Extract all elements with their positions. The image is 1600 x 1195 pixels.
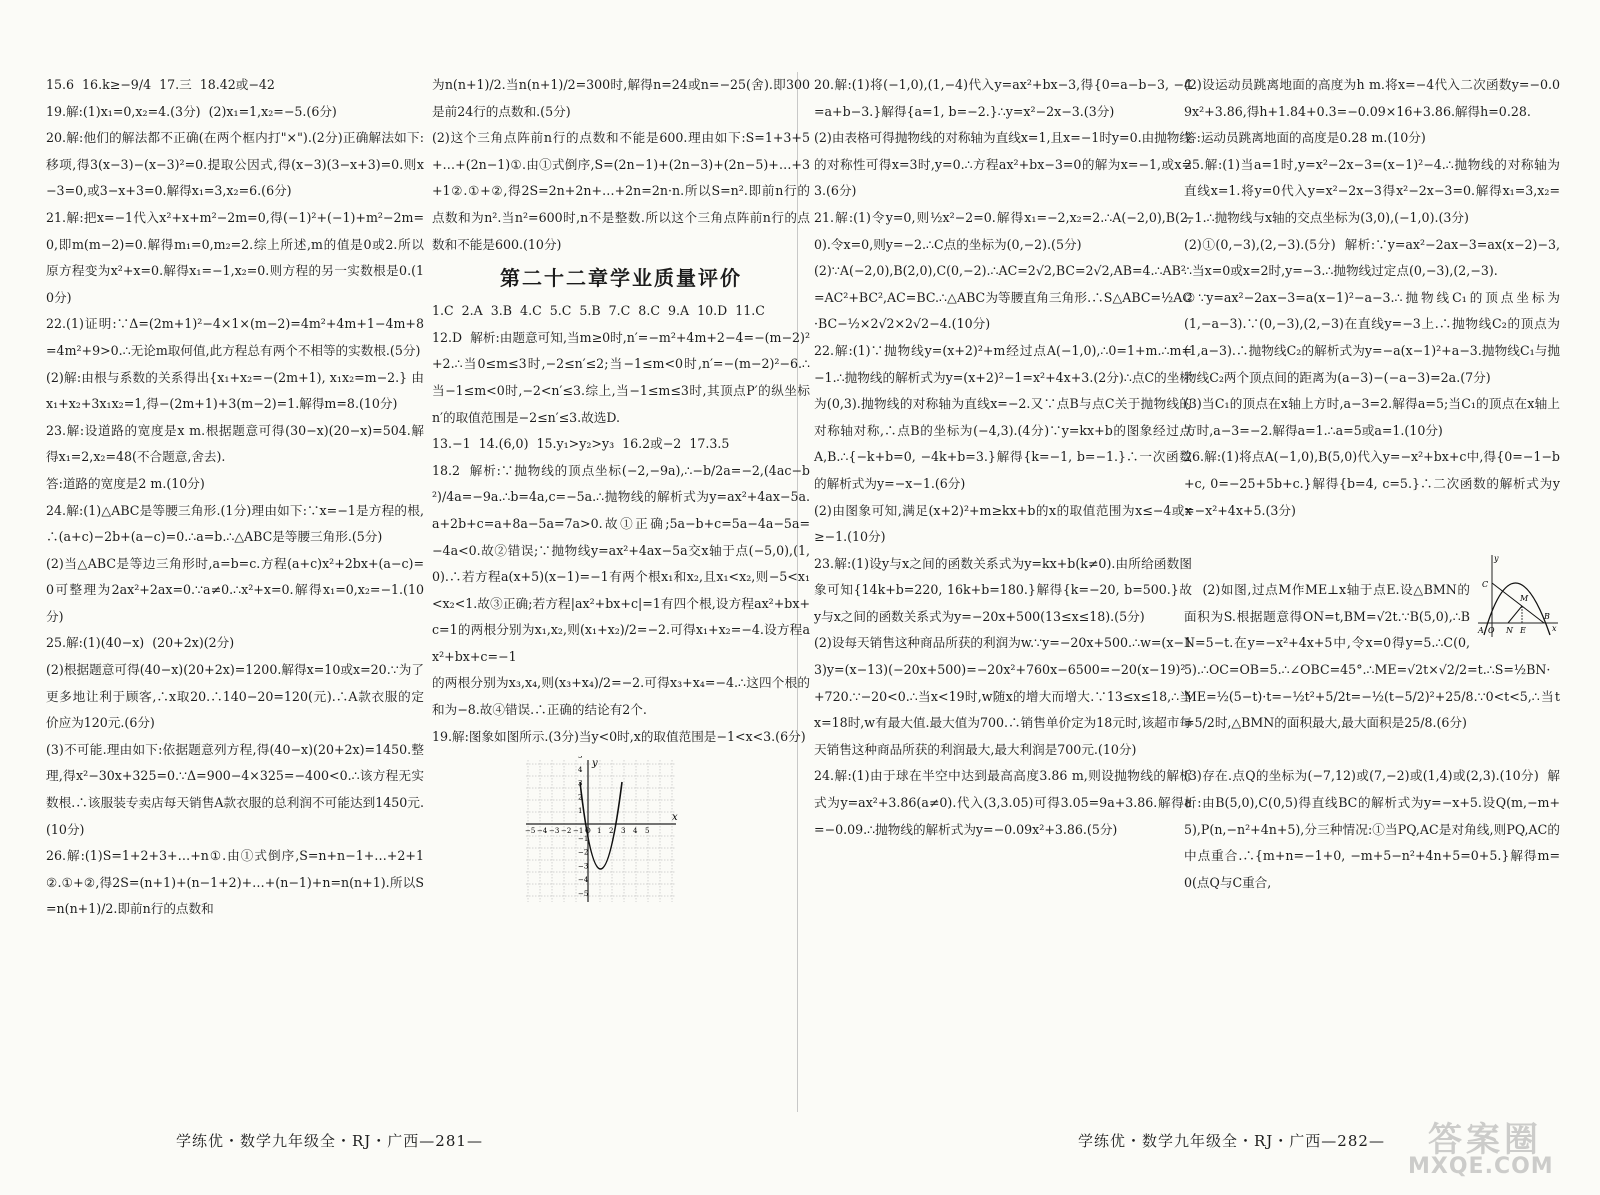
parabola-graph [522,756,682,906]
right-page-column-1 [814,72,1192,843]
label-x: x [1552,623,1557,633]
answer-line: 答:道路的宽度是2 m.(10分) [46,475,205,491]
x-tick-label: 2 [609,827,614,836]
answer-line: 22.(1)证明:∵Δ=(2m+1)²−4×1×(m−2)=4m²+4m+1−4m+8=4m²+9>0.∴无论m取何值,此方程总有两个不相等的实数根.(5分) [46,316,424,358]
y-tick-label: −4 [578,876,589,885]
label-c: C [1482,579,1489,589]
answer-line: 20.解:(1)将(−1,0),(1,−4)代入y=ax²+bx−3,得{0=a−b−3, −4=a+b−3.}解得{a=1, b=−2.}∴y=x²−2x−3.(3分) [814,77,1192,119]
label-y: y [1494,553,1499,563]
y-tick-label: 3 [578,779,583,788]
left-page-column-2 [432,72,810,916]
answer-line: 19.解:图象如图所示.(3分)当y<0时,x的取值范围是−1<x<3.(6分) [432,728,806,744]
answer-line: 的两根分别为x₃,x₄,则(x₃+x₄)/2=−2.可得x₃+x₄=−4.∴这四个根的和为−8.故④错误.∴正确的结论有2个. [432,675,810,718]
x-tick-label: −5 [525,827,536,836]
triangle-parabola-figure [1474,551,1560,641]
label-e: E [1520,625,1526,635]
label-b: B [1544,611,1550,621]
watermark-en: MXQE.COM [1408,1154,1554,1179]
answer-line: 23.解:(1)设y与x之间的函数关系式为y=kx+b(k≠0).由所给函数图象可知{14k+b=220, 16k+b=180.}解得{k=−20, b=500.}故y与x之间的函数关系式为y=−20x+500(13≤x≤18).(5分) [814,555,1192,624]
answer-line: 22.解:(1)∵抛物线y=(x+2)²+m经过点A(−1,0),∴0=1+m.∴m=−1.∴抛物线的解析式为y=(x+2)²−1=x²+4x+3.(2分)∴点C的坐标为(0,3).抛物线的对称轴为直线x=−2.又∵点B与点C关于抛物线的对称轴对称,∴点B的坐标为(−4,3).(4分)∵y=kx+b的图象经过点A,B.∴{−k+b=0, −4k+b=3.}解得{k=−1, b=−1.}∴一次函数的解析式为y=−x−1.(6分) [814,342,1192,491]
label-m: M [1520,593,1529,603]
answer-line: (2)由表格可得抛物线的对称轴为直线x=1,且x=−1时y=0.由抛物线的对称性可得x=3时,y=0.∴方程ax²+bx−3=0的解为x=−1,或x=3.(6分) [814,130,1192,199]
answer-line: (2)设运动员跳离地面的高度为h m.将x=−4代入二次函数y=−0.09x²+3.86,得h+1.84+0.3=−0.09×16+3.86.解得h=0.28. [1184,77,1560,119]
answer-line: (2)∵A(−2,0),B(2,0),C(0,−2).∴AC=2√2,BC=2√2,AB=4.∴AB²=AC²+BC²,AC=BC.∴△ABC为等腰直角三角形.∴S△ABC=½AC·BC−½×2√2×2√2−4.(10分) [814,263,1192,332]
label-a: A [1478,625,1484,635]
y-tick-label: −5 [578,890,589,899]
answer-line: 21.解:把x=−1代入x²+x+m²−2m=0,得(−1)²+(−1)+m²−2m=0,即m(m−2)=0.解得m₁=0,m₂=2.综上所述,m的值是0或2.所以原方程变为x²+x=0.解得x₁=−1,x₂=0.则方程的另一实数根是0.(10分) [46,209,424,305]
answer-text: (2)如图,过点M作ME⊥x轴于点E.设△BMN的面积为S.根据题意得ON=t,BM=√2t.∵B(5,0),∴BN=5−t.在y=−x²+4x+5中,令x=0得y=5.∴C(0,5).∴OC=OB=5.∴∠OBC=45°.∴ME=√2t×√2/2=t.∴S=½BN·ME=½(5−t)·t=−½t²+5/2t=−½(t−5/2)²+25/8.∵0<t<5,∴当t=5/2时,△BMN的面积最大,最大面积是25/8.(6分) [1184,582,1560,731]
answer-line: 23.解:设道路的宽度是x m.根据题意可得(30−x)(20−x)=504.解得x₁=2,x₂=48(不合题意,舍去). [46,422,424,465]
answer-line: 24.解:(1)由于球在半空中达到最高高度3.86 m,则设抛物线的解析式为y=ax²+3.86(a≠0).代入(3,3.05)可得3.05=9a+3.86.解得a=−0.09.∴抛物线的解析式为y=−0.09x²+3.86.(5分) [814,768,1192,837]
right-page-column-2 [1184,72,1560,896]
answer-line: (3)存在.点Q的坐标为(−7,12)或(7,−2)或(1,4)或(2,3).(10分) 解析:由B(5,0),C(0,5)得直线BC的解析式为y=−x+5.设Q(m,−m+5),P(n,−n²+4n+5),分三种情况:①当PQ,AC是对角线,则PQ,AC的中点重合.∴{m+n=−1+0, −m+5−n²+4n+5=0+5.}解得m=0(点Q与C重合, [1184,768,1560,890]
page-footer-right: 学练优・数学九年级全・RJ・广西—282— [1078,1132,1385,1150]
answer-line: (2)这个三角点阵前n行的点数和不能是600.理由如下:S=1+3+5+…+(2n−1)①.由①式倒序,S=(2n−1)+(2n−3)+(2n−5)+…+3+1②.①+②,得2S=2n+2n+…+2n=2n·n.所以S=n².即前n行的点数和为n².当n²=600时,n不是整数.所以这个三角点阵前n行的点数和不能是600.(10分) [432,130,810,252]
answer-line: (2)①(0,−3),(2,−3).(5分) 解析:∵y=ax²−2ax−3=ax(x−2)−3,∴当x=0或x=2时,y=−3.∴抛物线过定点(0,−3),(2,−3). [1184,236,1560,279]
answer-line: 13.−1 14.(6,0) 15.y₁>y₂>y₃ 16.2或−2 17.3.5 [432,436,730,452]
page-footer-left: 学练优・数学九年级全・RJ・广西—281— [176,1132,483,1150]
watermark-cn: 答案圈 [1428,1120,1542,1160]
y-axis-label: y [592,758,598,770]
answer-line: (3)不可能.理由如下:依据题意列方程,得(40−x)(20+2x)=1450.整理,得x²−30x+325=0.∵Δ=900−4×325=−400<0.∴该方程无实数根.∴该服装专卖店每天销售A款衣服的总利润不可能达到1450元.(10分) [46,741,424,837]
chapter-heading: 第二十二章学业质量评价 [500,266,742,291]
answer-line: (2)设每天销售这种商品所获的利润为w.∵y=−20x+500.∴w=(x−13)y=(x−13)(−20x+500)=−20x²+760x−6500=−20(x−19)²+720.∵−20<0.∴当x<19时,w随x的增大而增大.∵13≤x≤18,∴当x=18时,w有最大值.最大值为700.∴销售单价定为18元时,该超市每天销售这种商品所获的利润最大,最大利润是700元.(10分) [814,635,1192,757]
x-tick-label: 5 [645,827,650,836]
answer-line: 12.D 解析:由题意可知,当m≥0时,n′=−m²+4m+2−4=−(m−2)²+2.∴当0≤m≤3时,−2≤n′≤2;当−1≤m<0时,n′=−(m−2)²−6.∴当−1≤m<0时,−2<n′≤3.综上,当−1≤m≤3时,其顶点P′的纵坐标n′的取值范围是−2≤n′≤3.故选D. [432,329,810,425]
answer-line: (2)根据题意可得(40−x)(20+2x)=1200.解得x=10或x=20.∵为了更多地让利于顾客,∴x取20.∴140−20=120(元).∴A款衣服的定价应为120元.(6分) [46,662,424,731]
answer-line: 1.C 2.A 3.B 4.C 5.C 5.B 7.C 8.C 9.A 10.D 11.C [432,303,765,319]
answer-line: 25.解:(1)当a=1时,y=x²−2x−3=(x−1)²−4.∴抛物线的对称轴为直线x=1.将y=0代入y=x²−2x−3得x²−2x−3=0.解得x₁=3,x₂=−1.∴抛物线与x轴的交点坐标为(3,0),(−1,0).(3分) [1184,156,1560,225]
answer-line: 20.解:他们的解法都不正确(在两个框内打"×").(2分)正确解法如下:移项,得3(x−3)−(x−3)²=0.提取公因式,得(x−3)(3−x+3)=0.则x−3=0,或3−x+3=0.解得x₁=3,x₂=6.(6分) [46,130,424,199]
y-tick-label: 2 [578,793,583,802]
answer-line: 为n(n+1)/2.当n(n+1)/2=300时,解得n=24或n=−25(舍).即300是前24行的点数和.(5分) [432,77,810,119]
label-n: N [1506,625,1513,635]
y-tick-label: 5 [578,756,583,761]
x-tick-label: 3 [621,827,626,836]
answer-line: 26.解:(1)S=1+2+3+…+n①.由①式倒序,S=n+n−1+…+2+1②.①+②,得2S=(n+1)+(n−1+2)+…+(n−1)+n=n(n+1).所以S=n(n+1)/2.即前n行的点数和 [46,848,424,917]
y-tick-label: −2 [578,848,589,857]
watermark-logo [1348,1112,1588,1192]
y-tick-label: 4 [578,766,583,775]
answer-line: 19.解:(1)x₁=0,x₂=4.(3分) (2)x₁=1,x₂=−5.(6分) [46,103,337,119]
x-tick-label: −2 [561,827,572,836]
answer-line: ②∵y=ax²−2ax−3=a(x−1)²−a−3.∴抛物线C₁的顶点坐标为(1,−a−3).∵(0,−3),(2,−3)在直线y=−3上.∴抛物线C₂的顶点为(1,a−3).∴抛物线C₂的解析式为y=−a(x−1)²+a−3.抛物线C₁与抛物线C₂两个顶点间的距离为(a−3)−(−a−3)=2a.(7分) [1184,289,1560,385]
x-tick-label: −1 [573,827,584,836]
answer-line: (2)解:由根与系数的关系得出{x₁+x₂=−(2m+1), x₁x₂=m−2.} 由x₁+x₂+3x₁x₂=1,得−(2m+1)+3(m−2)=1.解得m=8.(10分) [46,369,424,412]
answer-line: 25.解:(1)(40−x) (20+2x)(2分) [46,635,235,651]
answer-line: 15.6 16.k≥−9/4 17.三 18.42或−42 [46,77,275,92]
answer-line: 21.解:(1)令y=0,则½x²−2=0.解得x₁=−2,x₂=2.∴A(−2,0),B(2,0).令x=0,则y=−2.∴C点的坐标为(0,−2).(5分) [814,209,1192,252]
x-tick-label: 4 [633,827,638,836]
line-nm [1508,606,1522,623]
answer-line [1184,524,1560,763]
answer-line: 26.解:(1)将点A(−1,0),B(5,0)代入y=−x²+bx+c中,得{0=−1−b+c, 0=−25+5b+c.}解得{b=4, c=5.}∴二次函数的解析式为y=−x²+4x+5.(3分) [1184,449,1560,518]
answer-line: (3)当C₁的顶点在x轴上方时,a−3=2.解得a=5;当C₁的顶点在x轴上方时,a−3=−2.解得a=1.∴a=5或a=1.(10分) [1184,396,1560,438]
answer-line: 答:运动员跳离地面的高度是0.28 m.(10分) [1184,130,1426,146]
y-tick-label: −3 [578,862,589,871]
answer-line: 18.2 解析:∵抛物线的顶点坐标(−2,−9a),∴−b/2a=−2,(4ac−b²)/4a=−9a.∴b=4a,c=−5a.∴抛物线的解析式为y=ax²+4ax−5a.a+2b+c=a+8a−5a=7a>0.故①正确;5a−b+c=5a−4a−5a=−4a<0.故②错误;∵抛物线y=ax²+4ax−5a交x轴于点(−5,0),(1,0).∴若方程a(x+5)(x−1)=−1有两个根x₁和x₂,且x₁<x₂,则−5<x₁<x₂<1.故③正确;若方程|ax²+bx+c|=1有四个根,设方程ax²+bx+c=1的两根分别为x₁,x₂,则(x₁+x₂)/2=−2.可得x₁+x₂=−4.设方程ax²+bx+c=−1 [432,462,810,664]
x-tick-label: −4 [537,827,548,836]
x-tick-labels [525,827,649,835]
y-tick-label: 1 [578,807,583,816]
answer-line: (2)由图象可知,满足(x+2)²+m≥kx+b的x的取值范围为x≤−4或x≥−1.(10分) [814,502,1192,545]
x-tick-label: 1 [597,827,602,836]
answer-line: (2)当△ABC是等边三角形时,a=b=c.方程(a+c)x²+2bx+(a−c)=0可整理为2ax²+2ax=0.∵a≠0.∴x²+x=0.解得x₁=0,x₂=−1.(10分) [46,555,424,624]
y-tick-label: −1 [578,835,589,844]
x-tick-label: O [585,827,591,836]
x-axis-label: x [672,812,678,824]
left-page-column-1 [46,72,424,923]
label-o: O [1488,625,1495,635]
answer-line: 24.解:(1)△ABC是等腰三角形.(1分)理由如下:∵x=−1是方程的根,∴(a+c)−2b+(a−c)=0.∴a=b.∴△ABC是等腰三角形.(5分) [46,502,424,545]
x-tick-label: −3 [549,827,560,836]
